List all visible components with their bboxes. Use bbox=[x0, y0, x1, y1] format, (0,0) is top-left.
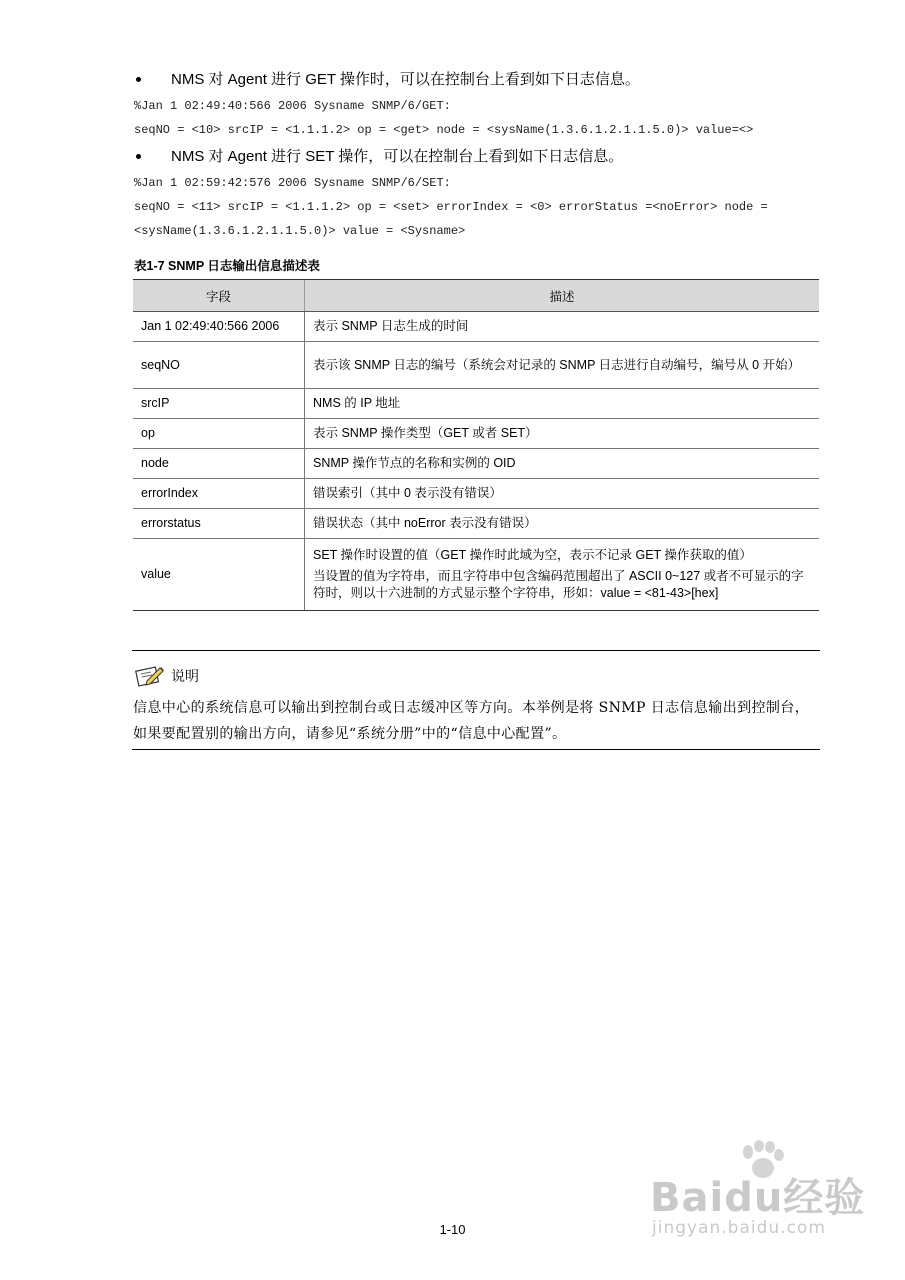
note-box bbox=[132, 650, 820, 750]
bullet-set bbox=[134, 147, 623, 167]
desc-cell: 表示该 SNMP 日志的编号（系统会对记录的 SNMP 日志进行自动编号，编号从 0 开始） bbox=[305, 342, 820, 389]
page-number: 1-10 bbox=[439, 1222, 466, 1237]
table-row bbox=[133, 479, 819, 509]
desc-cell: 错误状态（其中 noError 表示没有错误） bbox=[305, 509, 820, 539]
field-cell: srcIP bbox=[133, 389, 305, 419]
watermark-main: Baidu经验 bbox=[650, 1175, 866, 1221]
table-row bbox=[133, 389, 819, 419]
bullet-get bbox=[134, 70, 640, 90]
field-cell: errorstatus bbox=[133, 509, 305, 539]
table-caption: 表1-7 SNMP 日志输出信息描述表 bbox=[134, 259, 320, 273]
note-header bbox=[135, 665, 199, 687]
desc-cell: SNMP 操作节点的名称和实例的 OID bbox=[305, 449, 820, 479]
code-set-line1: %Jan 1 02:59:42:576 2006 Sysname SNMP/6/SET: bbox=[134, 176, 451, 190]
bullet-get-text: NMS 对 Agent 进行 GET 操作时，可以在控制台上看到如下日志信息。 bbox=[171, 71, 640, 88]
desc-cell: 表示 SNMP 操作类型（GET 或者 SET） bbox=[305, 419, 820, 449]
field-cell: errorIndex bbox=[133, 479, 305, 509]
field-cell: op bbox=[133, 419, 305, 449]
table-header-row bbox=[133, 280, 819, 312]
header-desc: 描述 bbox=[305, 280, 820, 312]
code-set-line2: seqNO = <11> srcIP = <1.1.1.2> op = <set> errorIndex = <0> errorStatus =<noError> node = bbox=[134, 200, 768, 214]
table-row bbox=[133, 342, 819, 389]
table-row bbox=[133, 419, 819, 449]
table-row bbox=[133, 509, 819, 539]
table-row bbox=[133, 449, 819, 479]
table-row bbox=[133, 312, 819, 342]
desc-cell: 错误索引（其中 0 表示没有错误） bbox=[305, 479, 820, 509]
desc-cell: SET 操作时设置的值（GET 操作时此域为空，表示不记录 GET 操作获取的值） 当设置的值为字符串，而且字符串中包含编码范围超出了 ASCII 0~127 或者不可显示的字符时，则以十六进制的方式显示整个字符串，形如：value = <81-43>[hex] bbox=[305, 539, 820, 611]
field-cell: value bbox=[133, 539, 305, 611]
pencil-note-icon bbox=[135, 665, 165, 687]
log-info-table bbox=[133, 279, 819, 611]
bullet-dot bbox=[136, 154, 141, 159]
watermark-sub: jingyan.baidu.com bbox=[652, 1218, 826, 1238]
code-get-line2: seqNO = <10> srcIP = <1.1.1.2> op = <get> node = <sysName(1.3.6.1.2.1.1.5.0)> value=<> bbox=[134, 123, 754, 137]
code-get-line1: %Jan 1 02:49:40:566 2006 Sysname SNMP/6/GET: bbox=[134, 99, 451, 113]
bullet-set-text: NMS 对 Agent 进行 SET 操作，可以在控制台上看到如下日志信息。 bbox=[171, 148, 624, 165]
note-title: 说明 bbox=[171, 668, 199, 684]
desc-cell: 表示 SNMP 日志生成的时间 bbox=[305, 312, 820, 342]
note-body: 信息中心的系统信息可以输出到控制台或日志缓冲区等方向。本举例是将 SNMP 日志信息输出到控制台，如果要配置别的输出方向，请参见“系统分册”中的“信息中心配置”。 bbox=[133, 700, 810, 742]
bullet-dot bbox=[136, 77, 141, 82]
field-cell: node bbox=[133, 449, 305, 479]
desc-cell: NMS 的 IP 地址 bbox=[305, 389, 820, 419]
field-cell: Jan 1 02:49:40:566 2006 bbox=[133, 312, 305, 342]
code-set-line3: <sysName(1.3.6.1.2.1.1.5.0)> value = <Sysname> bbox=[134, 224, 466, 238]
field-cell: seqNO bbox=[133, 342, 305, 389]
header-field: 字段 bbox=[133, 280, 305, 312]
table-row bbox=[133, 539, 819, 611]
